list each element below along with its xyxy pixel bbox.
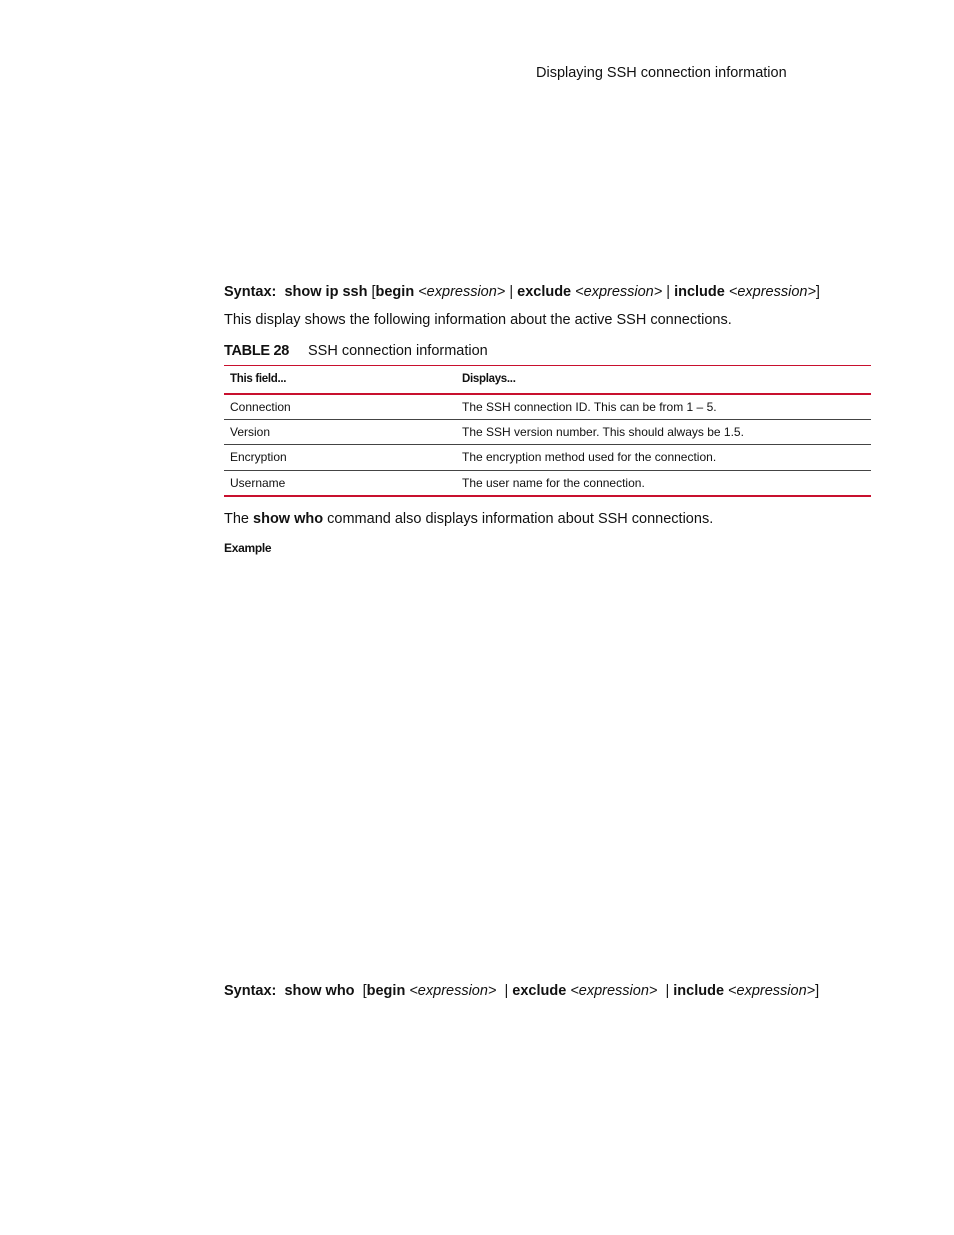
placeholder-expression: <expression>: [418, 284, 506, 300]
bracket-close: ]: [815, 284, 820, 300]
placeholder-expression: <expression>: [728, 983, 816, 999]
keyword-exclude: exclude: [512, 983, 567, 999]
keyword-begin: begin: [366, 983, 406, 999]
header-displays: Displays...: [456, 366, 871, 394]
cell-description: The user name for the connection.: [456, 470, 871, 496]
cell-description: The SSH connection ID. This can be from 1 – 5.: [456, 394, 871, 420]
inline-command: show who: [253, 511, 324, 527]
example-heading: Example: [224, 541, 272, 555]
placeholder-expression: <expression>: [728, 284, 816, 300]
cell-description: The SSH version number. This should always be 1.5.: [456, 419, 871, 445]
pipe-separator: |: [665, 983, 670, 999]
pipe-separator: |: [504, 983, 509, 999]
placeholder-expression: <expression>: [575, 284, 663, 300]
keyword-begin: begin: [375, 284, 415, 300]
syntax-show-who: [224, 983, 819, 999]
placeholder-expression: <expression>: [570, 983, 658, 999]
table-title: SSH connection information: [308, 343, 488, 359]
show-who-paragraph: [224, 511, 713, 527]
syntax-command: show ip ssh: [284, 284, 368, 300]
pipe-separator: |: [666, 284, 671, 300]
header-field: This field...: [224, 366, 456, 394]
table-row: [224, 419, 871, 445]
bracket-open: [: [371, 284, 376, 300]
cell-field: Version: [224, 419, 456, 445]
keyword-exclude: exclude: [517, 284, 572, 300]
keyword-include: include: [673, 983, 725, 999]
bracket-open: [: [362, 983, 367, 999]
syntax-label: Syntax:: [224, 983, 277, 999]
para-text: command also displays information about SSH connections.: [327, 511, 714, 527]
table-row: [224, 470, 871, 496]
syntax-command: show who: [284, 983, 355, 999]
cell-field: Connection: [224, 394, 456, 420]
syntax-label: Syntax:: [224, 284, 277, 300]
keyword-include: include: [674, 284, 725, 300]
table-row: [224, 445, 871, 471]
table-number: TABLE 28: [224, 343, 290, 359]
intro-paragraph: This display shows the following information about the active SSH connections.: [224, 312, 732, 328]
cell-field: Username: [224, 470, 456, 496]
running-header: Displaying SSH connection information: [536, 65, 787, 81]
para-text: The: [224, 511, 249, 527]
syntax-show-ip-ssh: [224, 284, 820, 300]
placeholder-expression: <expression>: [409, 983, 497, 999]
ssh-connection-table: [224, 365, 871, 497]
table-header-row: [224, 366, 871, 394]
table-caption: [224, 343, 488, 359]
table-row: [224, 394, 871, 420]
cell-description: The encryption method used for the connection.: [456, 445, 871, 471]
cell-field: Encryption: [224, 445, 456, 471]
pipe-separator: |: [509, 284, 514, 300]
bracket-close: ]: [815, 983, 820, 999]
